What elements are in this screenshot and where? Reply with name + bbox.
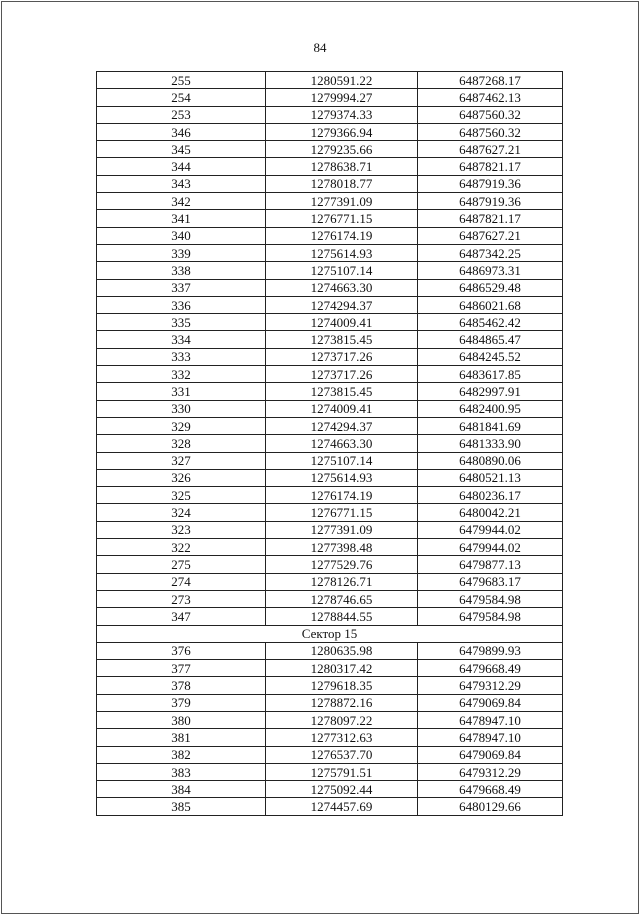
y-coordinate-cell: 6479683.17	[418, 573, 563, 590]
point-number-cell: 343	[97, 175, 266, 192]
table-row	[97, 556, 563, 573]
x-coordinate-cell: 1279618.35	[266, 677, 418, 694]
x-coordinate-cell: 1274294.37	[266, 296, 418, 313]
x-coordinate-cell: 1276174.19	[266, 487, 418, 504]
point-number-cell: 384	[97, 781, 266, 798]
point-number-cell: 330	[97, 400, 266, 417]
x-coordinate-cell: 1278126.71	[266, 573, 418, 590]
point-number-cell: 324	[97, 504, 266, 521]
table-row	[97, 210, 563, 227]
table-row	[97, 469, 563, 486]
x-coordinate-cell: 1278844.55	[266, 608, 418, 625]
table-row	[97, 296, 563, 313]
x-coordinate-cell: 1274663.30	[266, 435, 418, 452]
y-coordinate-cell: 6487919.36	[418, 175, 563, 192]
y-coordinate-cell: 6479668.49	[418, 781, 563, 798]
table-row	[97, 660, 563, 677]
point-number-cell: 325	[97, 487, 266, 504]
table-row	[97, 798, 563, 815]
y-coordinate-cell: 6487627.21	[418, 141, 563, 158]
x-coordinate-cell: 1276771.15	[266, 210, 418, 227]
table-row	[97, 158, 563, 175]
table-row	[97, 781, 563, 798]
table-row	[97, 763, 563, 780]
point-number-cell: 331	[97, 383, 266, 400]
table-row	[97, 746, 563, 763]
y-coordinate-cell: 6483617.85	[418, 366, 563, 383]
x-coordinate-cell: 1273717.26	[266, 366, 418, 383]
table-row	[97, 348, 563, 365]
point-number-cell: 328	[97, 435, 266, 452]
x-coordinate-cell: 1274009.41	[266, 314, 418, 331]
x-coordinate-cell: 1274294.37	[266, 417, 418, 434]
x-coordinate-cell: 1276771.15	[266, 504, 418, 521]
table-row	[97, 711, 563, 728]
table-row	[97, 279, 563, 296]
point-number-cell: 378	[97, 677, 266, 694]
coordinates-table	[96, 71, 563, 816]
x-coordinate-cell: 1275614.93	[266, 469, 418, 486]
point-number-cell: 274	[97, 573, 266, 590]
y-coordinate-cell: 6479312.29	[418, 763, 563, 780]
y-coordinate-cell: 6479668.49	[418, 660, 563, 677]
point-number-cell: 275	[97, 556, 266, 573]
table-row	[97, 106, 563, 123]
table-row	[97, 262, 563, 279]
y-coordinate-cell: 6481333.90	[418, 435, 563, 452]
x-coordinate-cell: 1280635.98	[266, 642, 418, 659]
x-coordinate-cell: 1273717.26	[266, 348, 418, 365]
point-number-cell: 380	[97, 711, 266, 728]
x-coordinate-cell: 1276537.70	[266, 746, 418, 763]
coordinates-table-body	[97, 72, 563, 816]
y-coordinate-cell: 6486529.48	[418, 279, 563, 296]
section-header-row	[97, 625, 563, 642]
table-row	[97, 72, 563, 89]
y-coordinate-cell: 6482400.95	[418, 400, 563, 417]
x-coordinate-cell: 1278638.71	[266, 158, 418, 175]
y-coordinate-cell: 6487821.17	[418, 210, 563, 227]
table-row	[97, 193, 563, 210]
y-coordinate-cell: 6487919.36	[418, 193, 563, 210]
x-coordinate-cell: 1278872.16	[266, 694, 418, 711]
x-coordinate-cell: 1274009.41	[266, 400, 418, 417]
x-coordinate-cell: 1277312.63	[266, 729, 418, 746]
y-coordinate-cell: 6484245.52	[418, 348, 563, 365]
table-row	[97, 642, 563, 659]
x-coordinate-cell: 1278018.77	[266, 175, 418, 192]
point-number-cell: 253	[97, 106, 266, 123]
y-coordinate-cell: 6487462.13	[418, 89, 563, 106]
y-coordinate-cell: 6484865.47	[418, 331, 563, 348]
point-number-cell: 383	[97, 763, 266, 780]
y-coordinate-cell: 6487821.17	[418, 158, 563, 175]
table-row	[97, 452, 563, 469]
table-row	[97, 331, 563, 348]
y-coordinate-cell: 6480236.17	[418, 487, 563, 504]
x-coordinate-cell: 1274457.69	[266, 798, 418, 815]
table-row	[97, 417, 563, 434]
point-number-cell: 376	[97, 642, 266, 659]
y-coordinate-cell: 6486973.31	[418, 262, 563, 279]
table-row	[97, 400, 563, 417]
y-coordinate-cell: 6478947.10	[418, 729, 563, 746]
x-coordinate-cell: 1279374.33	[266, 106, 418, 123]
point-number-cell: 385	[97, 798, 266, 815]
y-coordinate-cell: 6478947.10	[418, 711, 563, 728]
point-number-cell: 329	[97, 417, 266, 434]
x-coordinate-cell: 1280591.22	[266, 72, 418, 89]
table-row	[97, 89, 563, 106]
point-number-cell: 334	[97, 331, 266, 348]
point-number-cell: 345	[97, 141, 266, 158]
table-row	[97, 521, 563, 538]
point-number-cell: 344	[97, 158, 266, 175]
table-row	[97, 141, 563, 158]
y-coordinate-cell: 6479899.93	[418, 642, 563, 659]
y-coordinate-cell: 6479584.98	[418, 608, 563, 625]
x-coordinate-cell: 1277391.09	[266, 521, 418, 538]
y-coordinate-cell: 6479584.98	[418, 590, 563, 607]
x-coordinate-cell: 1273815.45	[266, 331, 418, 348]
point-number-cell: 255	[97, 72, 266, 89]
point-number-cell: 333	[97, 348, 266, 365]
x-coordinate-cell: 1279994.27	[266, 89, 418, 106]
y-coordinate-cell: 6480129.66	[418, 798, 563, 815]
point-number-cell: 381	[97, 729, 266, 746]
y-coordinate-cell: 6486021.68	[418, 296, 563, 313]
table-row	[97, 383, 563, 400]
y-coordinate-cell: 6481841.69	[418, 417, 563, 434]
y-coordinate-cell: 6487627.21	[418, 227, 563, 244]
point-number-cell: 326	[97, 469, 266, 486]
point-number-cell: 346	[97, 123, 266, 140]
point-number-cell: 379	[97, 694, 266, 711]
table-row	[97, 244, 563, 261]
point-number-cell: 322	[97, 539, 266, 556]
table-row	[97, 487, 563, 504]
x-coordinate-cell: 1278746.65	[266, 590, 418, 607]
point-number-cell: 327	[97, 452, 266, 469]
point-number-cell: 339	[97, 244, 266, 261]
x-coordinate-cell: 1280317.42	[266, 660, 418, 677]
table-row	[97, 677, 563, 694]
x-coordinate-cell: 1279366.94	[266, 123, 418, 140]
y-coordinate-cell: 6480890.06	[418, 452, 563, 469]
point-number-cell: 338	[97, 262, 266, 279]
table-row	[97, 314, 563, 331]
table-row	[97, 504, 563, 521]
table-row	[97, 366, 563, 383]
y-coordinate-cell: 6482997.91	[418, 383, 563, 400]
x-coordinate-cell: 1273815.45	[266, 383, 418, 400]
y-coordinate-cell: 6479312.29	[418, 677, 563, 694]
point-number-cell: 347	[97, 608, 266, 625]
point-number-cell: 335	[97, 314, 266, 331]
point-number-cell: 382	[97, 746, 266, 763]
table-row	[97, 539, 563, 556]
x-coordinate-cell: 1275107.14	[266, 452, 418, 469]
table-row	[97, 608, 563, 625]
x-coordinate-cell: 1278097.22	[266, 711, 418, 728]
table-row	[97, 123, 563, 140]
y-coordinate-cell: 6487560.32	[418, 123, 563, 140]
y-coordinate-cell: 6487268.17	[418, 72, 563, 89]
section-label: Сектор 15	[97, 625, 563, 642]
y-coordinate-cell: 6480521.13	[418, 469, 563, 486]
x-coordinate-cell: 1274663.30	[266, 279, 418, 296]
y-coordinate-cell: 6479877.13	[418, 556, 563, 573]
y-coordinate-cell: 6479944.02	[418, 521, 563, 538]
table-row	[97, 435, 563, 452]
y-coordinate-cell: 6487560.32	[418, 106, 563, 123]
point-number-cell: 336	[97, 296, 266, 313]
y-coordinate-cell: 6479069.84	[418, 694, 563, 711]
table-row	[97, 590, 563, 607]
x-coordinate-cell: 1277529.76	[266, 556, 418, 573]
x-coordinate-cell: 1275614.93	[266, 244, 418, 261]
table-row	[97, 729, 563, 746]
y-coordinate-cell: 6479944.02	[418, 539, 563, 556]
y-coordinate-cell: 6479069.84	[418, 746, 563, 763]
table-row	[97, 175, 563, 192]
point-number-cell: 332	[97, 366, 266, 383]
x-coordinate-cell: 1279235.66	[266, 141, 418, 158]
x-coordinate-cell: 1275791.51	[266, 763, 418, 780]
x-coordinate-cell: 1275092.44	[266, 781, 418, 798]
point-number-cell: 341	[97, 210, 266, 227]
y-coordinate-cell: 6487342.25	[418, 244, 563, 261]
y-coordinate-cell: 6480042.21	[418, 504, 563, 521]
x-coordinate-cell: 1277398.48	[266, 539, 418, 556]
point-number-cell: 342	[97, 193, 266, 210]
x-coordinate-cell: 1276174.19	[266, 227, 418, 244]
table-row	[97, 694, 563, 711]
table-row	[97, 573, 563, 590]
y-coordinate-cell: 6485462.42	[418, 314, 563, 331]
point-number-cell: 340	[97, 227, 266, 244]
point-number-cell: 377	[97, 660, 266, 677]
table-row	[97, 227, 563, 244]
point-number-cell: 337	[97, 279, 266, 296]
x-coordinate-cell: 1275107.14	[266, 262, 418, 279]
point-number-cell: 273	[97, 590, 266, 607]
page-number: 84	[313, 40, 327, 55]
x-coordinate-cell: 1277391.09	[266, 193, 418, 210]
point-number-cell: 254	[97, 89, 266, 106]
point-number-cell: 323	[97, 521, 266, 538]
